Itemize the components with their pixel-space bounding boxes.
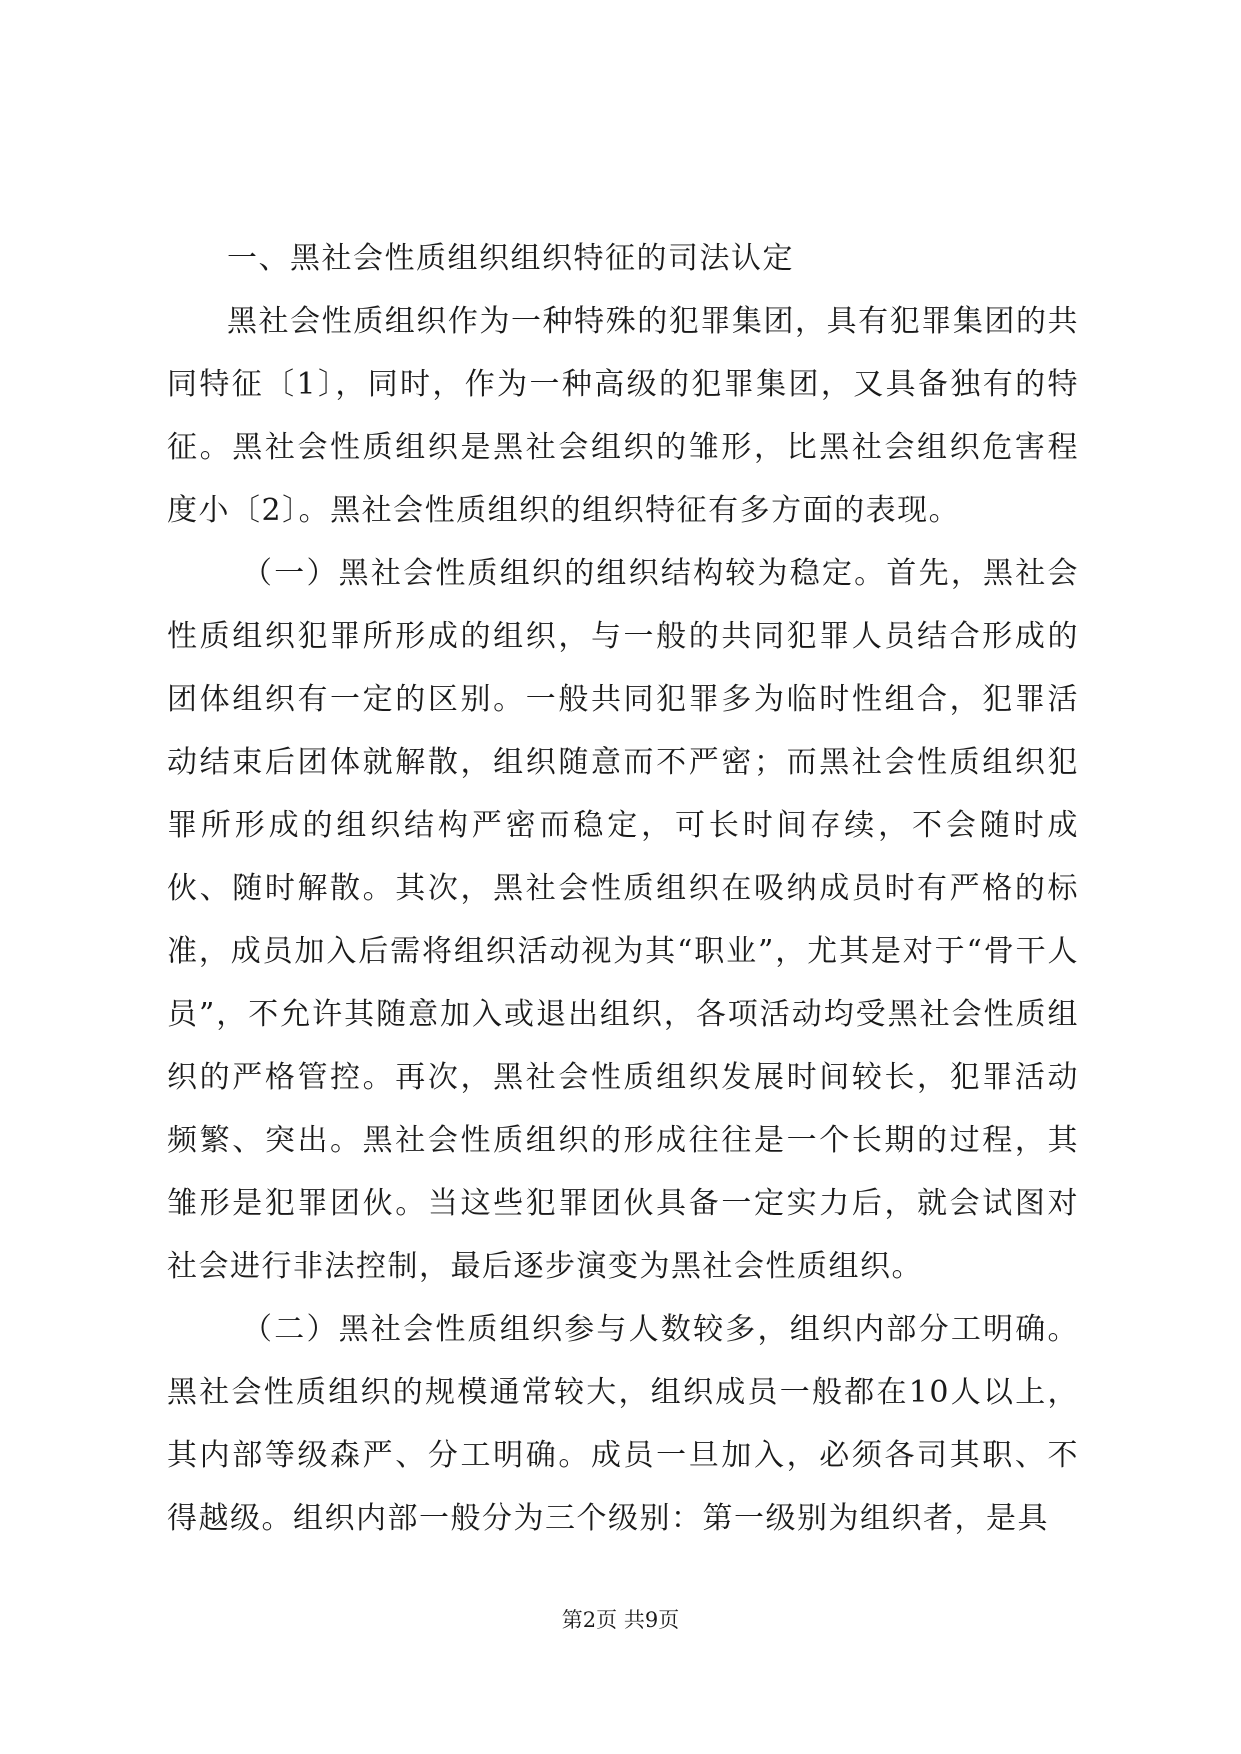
paragraph-subsection-1: （一）黑社会性质组织的组织结构较为稳定。首先，黑社会性质组织犯罪所形成的组织，与一般的共同犯罪人员结合形成的团体组织有一定的区别。一般共同犯罪多为临时性组合，犯罪活动结束后团体就解散，组织随意而不严密；而黑社会性质组织犯罪所形成的组织结构严密而稳定，可长时间存续，不会随时成伙、随时解散。其次，黑社会性质组织在吸纳成员时有严格的标准，成员加入后需将组织活动视为其“职业”，尤其是对于“骨干人员”，不允许其随意加入或退出组织，各项活动均受黑社会性质组织的严格管控。再次，黑社会性质组织发展时间较长，犯罪活动频繁、突出。黑社会性质组织的形成往往是一个长期的过程，其雏形是犯罪团伙。当这些犯罪团伙具备一定实力后，就会试图对社会进行非法控制，最后逐步演变为黑社会性质组织。	[167, 556, 1079, 1284]
page-number-footer: 第2页 共9页	[561, 1608, 680, 1632]
paragraph-intro: 黑社会性质组织作为一种特殊的犯罪集团，具有犯罪集团的共同特征〔1〕，同时，作为一种高级的犯罪集团，又具备独有的特征。黑社会性质组织是黑社会组织的雏形，比黑社会组织危害程度小〔2〕。黑社会性质组织的组织特征有多方面的表现。	[167, 304, 1079, 528]
document-body	[167, 227, 1079, 1550]
paragraph-subsection-2: （二）黑社会性质组织参与人数较多，组织内部分工明确。黑社会性质组织的规模通常较大，组织成员一般都在10人以上，其内部等级森严、分工明确。成员一旦加入，必须各司其职、不得越级。组织内部一般分为三个级别：第一级别为组织者，是具	[167, 1312, 1079, 1536]
section-heading: 一、黑社会性质组织组织特征的司法认定	[227, 241, 794, 276]
